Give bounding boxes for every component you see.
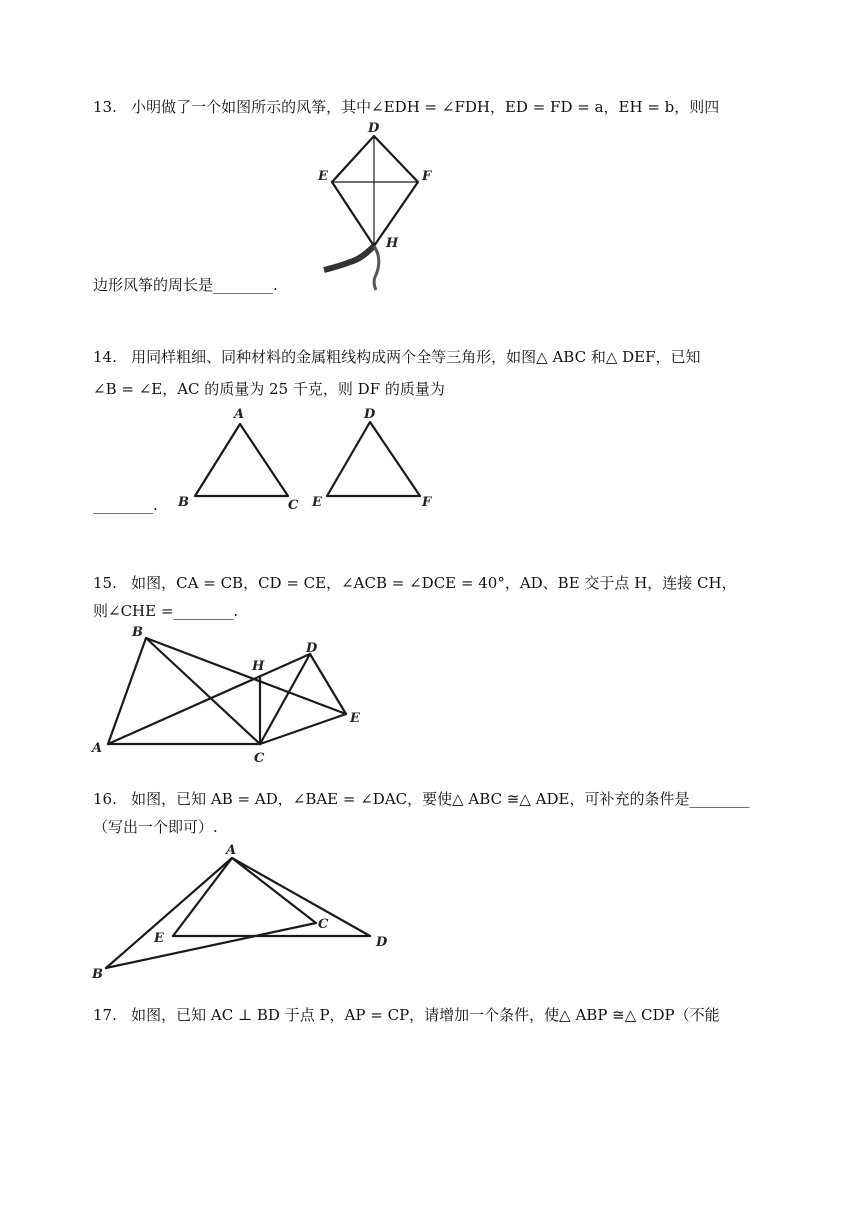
q15-figure	[88, 622, 378, 771]
label-d: D	[376, 935, 388, 950]
label-a: A	[226, 843, 237, 858]
q15-line1: 15. 如图，CA = CB，CD = CE，∠ACB = ∠DCE = 40°，AD、BE 交于点 H，连接 CH，	[93, 574, 737, 592]
label-d: D	[306, 641, 318, 656]
q14-line2: ∠B = ∠E，AC 的质量为 25 千克，则 DF 的质量为	[93, 380, 445, 398]
label-c: C	[288, 498, 299, 513]
label-e: E	[318, 169, 328, 184]
q13-kite-figure	[310, 120, 450, 299]
q14-line3: ________.	[93, 496, 158, 514]
label-f: F	[422, 169, 432, 184]
label-d: D	[368, 121, 380, 136]
q16-figure	[88, 838, 398, 987]
q16-line2: （写出一个即可）.	[93, 818, 218, 836]
kite-tail-2	[374, 246, 379, 290]
triangle-abc	[195, 424, 288, 496]
q15-line2: 则∠CHE =________.	[93, 602, 239, 620]
triangle-def	[327, 422, 420, 496]
q16-line1: 16. 如图，已知 AB = AD，∠BAE = ∠DAC，要使△ ABC ≅△ ADE，可补充的条件是________	[93, 790, 750, 808]
label-b: B	[132, 625, 143, 640]
label-h: H	[386, 236, 399, 251]
label-e: E	[312, 495, 322, 510]
label-h: H	[252, 659, 265, 674]
label-b: B	[92, 967, 103, 982]
q17-line1: 17. 如图，已知 AC ⊥ BD 于点 P，AP = CP，请增加一个条件，使△ ABP ≅△ CDP（不能	[93, 1006, 720, 1024]
kite-tail	[324, 246, 374, 270]
q13-line1: 13. 小明做了一个如图所示的风筝，其中∠EDH = ∠FDH，ED = FD = a，EH = b，则四	[93, 98, 720, 116]
label-b: B	[178, 495, 189, 510]
label-a: A	[92, 741, 103, 756]
q14-triangles-figure	[170, 400, 450, 519]
kite-outline	[332, 136, 418, 246]
label-c: C	[254, 751, 265, 766]
label-e: E	[154, 931, 164, 946]
label-f: F	[422, 495, 432, 510]
q13-line2: 边形风筝的周长是________.	[93, 276, 278, 294]
label-a: A	[234, 407, 245, 422]
label-d: D	[364, 407, 376, 422]
label-c: C	[318, 917, 329, 932]
q14-line1: 14. 用同样粗细、同种材料的金属粗线构成两个全等三角形，如图△ ABC 和△ DEF，已知	[93, 348, 701, 366]
label-e: E	[350, 711, 360, 726]
